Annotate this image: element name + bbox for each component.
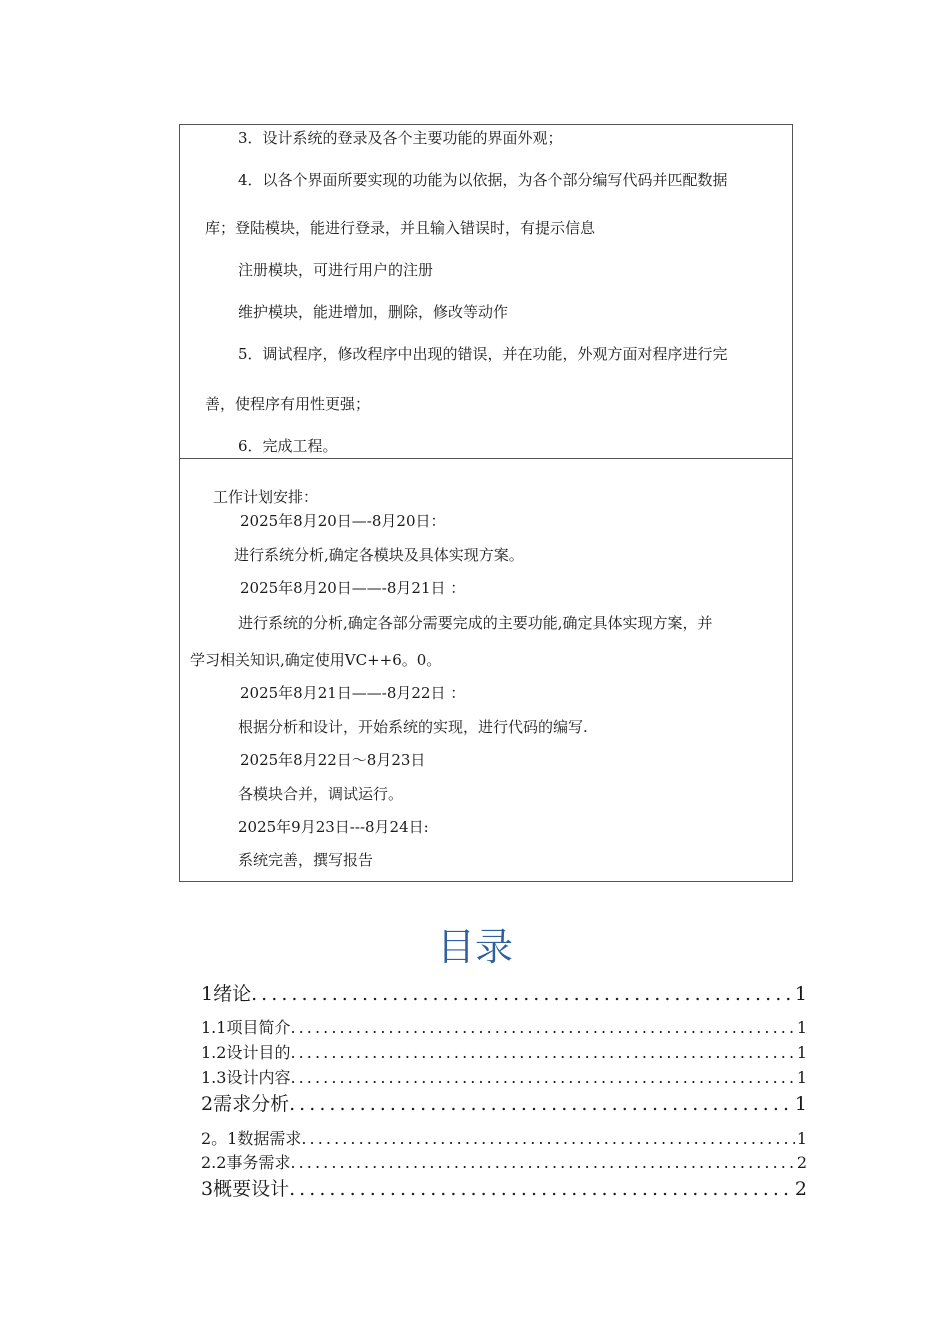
plan-desc-1: 进行系统分析,确定各模块及具体实现方案。: [234, 546, 524, 564]
plan-desc-2: 进行系统的分析,确定各部分需要完成的主要功能,确定具体实现方案，并: [238, 614, 713, 632]
toc-entry-page: 1: [794, 983, 807, 1005]
toc-leader: [289, 1178, 793, 1200]
toc-entry-label: 2需求分析: [201, 1093, 290, 1115]
toc-entry-label: 1.1项目简介: [201, 1018, 291, 1037]
toc-leader: [290, 1068, 794, 1087]
plan-date-4: 2025年8月22日～8月23日: [240, 751, 426, 769]
toc-leader: [251, 983, 793, 1005]
toc-entry[interactable]: [201, 1065, 807, 1088]
toc-entry-label: 3概要设计: [201, 1178, 290, 1200]
toc-entry-page: 1: [794, 1093, 807, 1115]
toc-entry-label: 2。1数据需求: [201, 1129, 302, 1148]
toc-leader: [301, 1129, 794, 1148]
toc-entry-page: 2: [796, 1153, 807, 1172]
task-line-5: 5．调试程序，修改程序中出现的错误，并在功能，外观方面对程序进行完: [238, 345, 728, 363]
plan-desc-2-cont: 学习相关知识,确定使用VC++6。0。: [190, 651, 442, 669]
toc-leader: [290, 1153, 794, 1172]
toc-leader: [290, 1018, 794, 1037]
task-line-4-cont: 库；登陆模块，能进行登录，并且输入错误时，有提示信息: [205, 219, 596, 237]
toc-entry-label: 1.2设计目的: [201, 1043, 291, 1062]
toc-entry-page: 1: [796, 1068, 807, 1087]
plan-date-1: 2025年8月20日—-8月20日：: [240, 512, 446, 530]
plan-desc-3: 根据分析和设计，开始系统的实现，进行代码的编写.: [238, 718, 588, 736]
toc-entry[interactable]: [201, 1089, 807, 1116]
toc-entry-page: 2: [794, 1178, 807, 1200]
plan-desc-5: 系统完善，撰写报告: [238, 851, 374, 869]
toc-entry-page: 1: [796, 1129, 807, 1148]
toc-leader: [290, 1043, 794, 1062]
toc-entry-label: 2.2事务需求: [201, 1153, 291, 1172]
task-line-3: 3．设计系统的登录及各个主要功能的界面外观；: [238, 129, 563, 147]
toc-entry-page: 1: [796, 1043, 807, 1062]
toc-entry[interactable]: [201, 1150, 807, 1173]
toc-entry[interactable]: [201, 1174, 807, 1201]
plan-desc-4: 各模块合并，调试运行。: [238, 785, 404, 803]
task-line-5-cont: 善，使程序有用性更强；: [205, 395, 371, 413]
toc-title: 目录: [436, 925, 513, 969]
plan-date-2: 2025年8月20日——-8月21日 ：: [240, 579, 466, 597]
plan-date-5: 2025年9月23日---8月24日:: [238, 818, 429, 836]
toc-entry-page: 1: [796, 1018, 807, 1037]
task-line-4: 4．以各个界面所要实现的功能为以依据，为各个部分编写代码并匹配数据: [238, 171, 728, 189]
toc-entry[interactable]: [201, 1126, 807, 1149]
task-line-maintain: 维护模块，能进增加，删除，修改等动作: [238, 303, 509, 321]
toc-entry-label: 1.3设计内容: [201, 1068, 291, 1087]
toc-entry[interactable]: [201, 1040, 807, 1063]
toc-entry-label: 1绪论: [201, 983, 252, 1005]
task-line-6: 6．完成工程。: [238, 437, 338, 455]
task-line-register: 注册模块，可进行用户的注册: [238, 261, 434, 279]
plan-date-3: 2025年8月21日——-8月22日 ：: [240, 684, 466, 702]
toc-leader: [289, 1093, 793, 1115]
work-plan-heading: 工作计划安排：: [213, 488, 319, 506]
toc-entry[interactable]: [201, 1015, 807, 1038]
toc-entry[interactable]: [201, 979, 807, 1006]
